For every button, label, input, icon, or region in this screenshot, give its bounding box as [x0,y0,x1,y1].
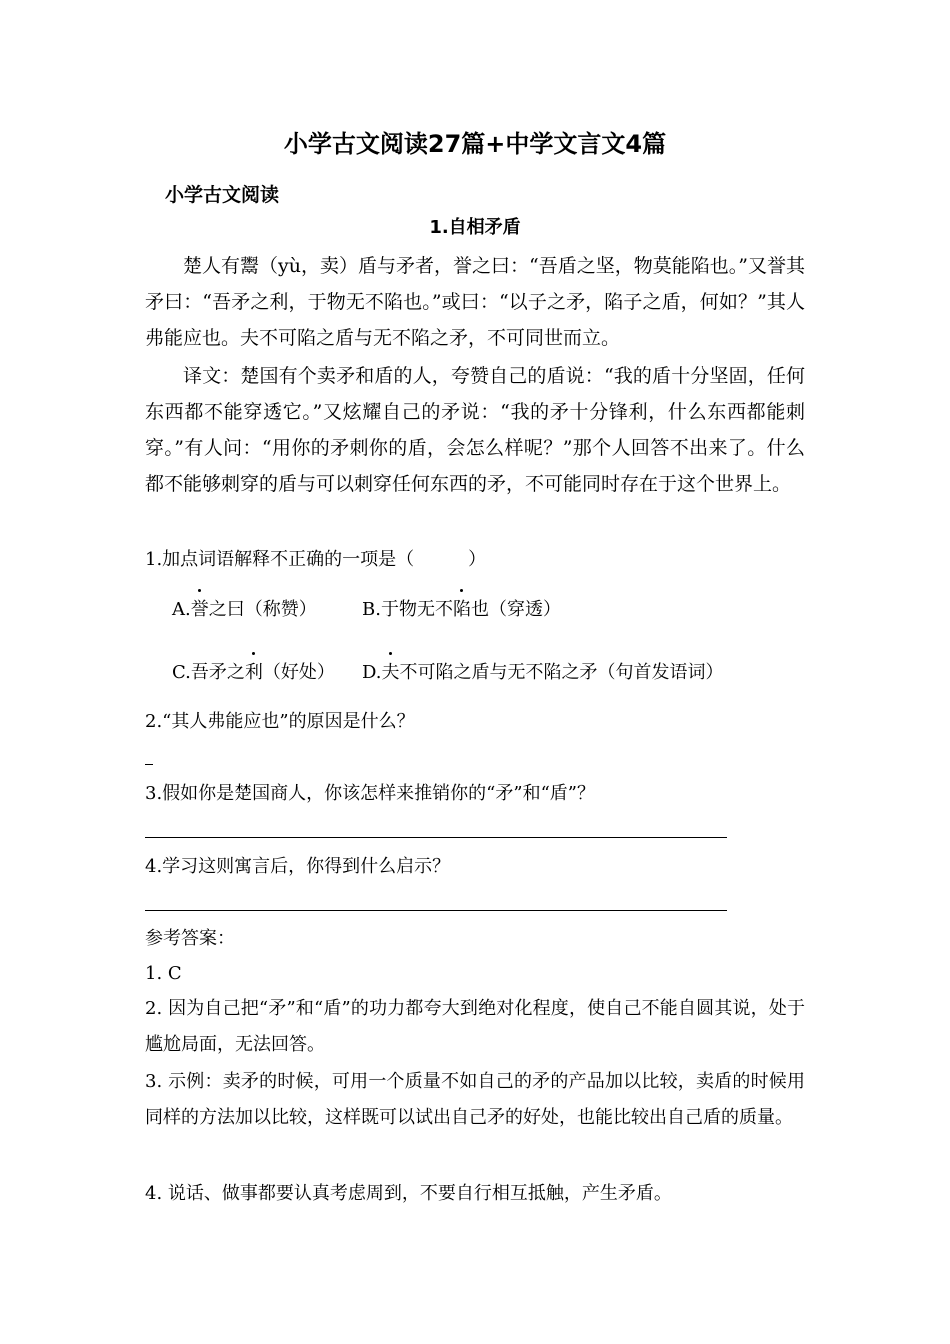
option-c-dotted-word: 利 [244,662,263,683]
section-heading: 小学古文阅读 [165,184,280,206]
option-c [172,660,335,686]
answer-line-q2 [145,764,153,765]
option-d-prefix: D. [362,662,382,683]
question-3: 3.假如你是楚国商人，你该怎样来推销你的“矛”和“盾”？ [145,783,595,804]
option-d-suffix: 不可陷之盾与无不陷之矛（句首发语词） [399,662,724,683]
option-a-dotted-word: 誉 [190,599,209,620]
answer-line-q3 [145,837,727,838]
option-c-suffix: （好处） [262,662,335,683]
option-c-prefix: C.吾矛之 [172,662,245,683]
answer-4: 4. 说话、做事都要认真考虑周到，不要自行相互抵触，产生矛盾。 [145,1183,672,1204]
option-b-suffix: 也（穿透） [470,599,561,620]
original-text: 楚人有鬻（yù，卖）盾与矛者，誉之曰：“吾盾之坚，物莫能陷也。”又誉其矛曰：“吾矛之利，于物无不陷也。”或曰：“以子之矛，陷子之盾，何如？”其人弗能应也。夫不可陷之盾与无不陷之矛，不可同世而立。 [145,255,805,349]
option-b-prefix: B.于物无不 [362,599,453,620]
answer-line-q4 [145,910,727,911]
answer-3: 3. 示例：卖矛的时候，可用一个质量不如自己的矛的产品加以比较，卖盾的时候用同样的方法加以比较，这样既可以试出自己矛的好处，也能比较出自己盾的质量。 [145,1071,805,1128]
question-4: 4.学习这则寓言后，你得到什么启示？ [145,856,451,877]
question-2: 2.“其人弗能应也”的原因是什么？ [145,711,415,732]
question-1: 1.加点词语解释不正确的一项是（ ） [145,549,487,570]
answers-heading: 参考答案： [145,928,235,949]
option-b [362,597,561,623]
option-a-prefix: A. [172,599,191,620]
answer-1: 1. C [145,963,182,984]
answer-2: 2. 因为自己把“矛”和“盾”的功力都夸大到绝对化程度，使自己不能自圆其说，处于尴尬局面，无法回答。 [145,998,805,1055]
translation-text: 译文：楚国有个卖矛和盾的人，夸赞自己的盾说：“我的盾十分坚固，任何东西都不能穿透它。”又炫耀自己的矛说：“我的矛十分锋利，什么东西都能刺穿。”有人问：“用你的矛刺你的盾，会怎么样呢？”那个人回答不出来了。什么都不能够刺穿的盾与可以刺穿任何东西的矛，不可能同时存在于这个世界上。 [145,365,805,495]
option-a-suffix: 之曰（称赞） [208,599,317,620]
option-d-dotted-word: 夫 [381,662,400,683]
option-d [362,660,724,686]
story-title: 1.自相矛盾 [429,217,521,238]
option-a [172,597,317,623]
document-title: 小学古文阅读27篇+中学文言文4篇 [283,130,667,158]
option-b-dotted-word: 陷 [452,599,471,620]
